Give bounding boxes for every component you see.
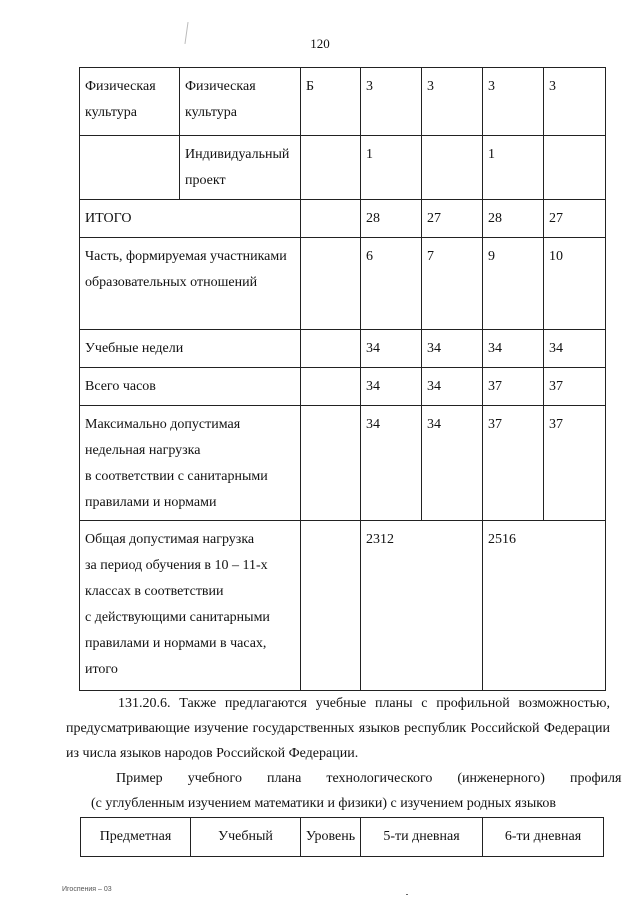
hours-cell: 37 bbox=[544, 368, 606, 406]
label-line: Общая допустимая нагрузка bbox=[85, 532, 255, 547]
hours-cell: 3 bbox=[422, 68, 483, 136]
second-curriculum-table bbox=[80, 817, 604, 857]
hours-cell: 6 bbox=[361, 238, 422, 330]
paragraph-line bbox=[66, 766, 622, 791]
level-cell bbox=[301, 521, 361, 691]
level-cell bbox=[301, 200, 361, 238]
word: учебного bbox=[187, 771, 242, 786]
level-cell bbox=[301, 238, 361, 330]
word: профиля bbox=[569, 771, 622, 786]
table-row bbox=[80, 368, 606, 406]
hours-cell: 34 bbox=[422, 406, 483, 521]
level-cell bbox=[301, 406, 361, 521]
hours-cell: 34 bbox=[544, 330, 606, 368]
hours-cell: 34 bbox=[361, 368, 422, 406]
area-cell: Физическая культура bbox=[80, 68, 180, 136]
row-label bbox=[80, 521, 301, 691]
subject-cell: Индивидуальный проект bbox=[180, 136, 301, 200]
level-cell bbox=[301, 368, 361, 406]
table-row bbox=[80, 68, 606, 136]
total-hours-cell: 2516 bbox=[483, 521, 606, 691]
hours-cell: 3 bbox=[483, 68, 544, 136]
table-row bbox=[80, 136, 606, 200]
hours-cell: 37 bbox=[483, 406, 544, 521]
hours-cell: 10 bbox=[544, 238, 606, 330]
table-header-row bbox=[81, 818, 604, 857]
row-label: Учебные недели bbox=[80, 330, 301, 368]
hours-cell: 28 bbox=[483, 200, 544, 238]
hours-cell bbox=[422, 136, 483, 200]
paragraph-line: (с углубленным изучением математики и физики) с изучением родных языков bbox=[91, 796, 556, 811]
area-cell bbox=[80, 136, 180, 200]
hours-cell bbox=[544, 136, 606, 200]
word: технологического bbox=[326, 771, 433, 786]
row-label bbox=[80, 406, 301, 521]
hours-cell: 9 bbox=[483, 238, 544, 330]
label-line: Максимально допустимая bbox=[85, 417, 241, 432]
label-line: итого bbox=[85, 662, 118, 677]
hours-cell: 7 bbox=[422, 238, 483, 330]
paragraph: 131.20.6. Также предлагаются учебные планы с профильной возможностью, предусматривающие изучение государственных языков республик Российской Федерации из числа языков народов Российской Федерации. bbox=[66, 696, 610, 761]
hours-cell: 37 bbox=[483, 368, 544, 406]
hours-cell: 1 bbox=[361, 136, 422, 200]
label-line: с действующими санитарными bbox=[85, 610, 270, 625]
word: Пример bbox=[116, 771, 163, 786]
level-cell bbox=[301, 330, 361, 368]
label-line: правилами и нормами bbox=[85, 495, 217, 510]
hours-cell: 34 bbox=[361, 406, 422, 521]
curriculum-table bbox=[79, 67, 606, 691]
hours-cell: 28 bbox=[361, 200, 422, 238]
label-line: классах в соответствии bbox=[85, 584, 224, 599]
hours-cell: 34 bbox=[483, 330, 544, 368]
scan-speck bbox=[406, 894, 408, 895]
column-header: Предметная bbox=[81, 818, 191, 857]
footer-note: Игоспения – 03 bbox=[62, 886, 112, 893]
hours-cell: 3 bbox=[544, 68, 606, 136]
label-line: в соответствии с санитарными bbox=[85, 469, 268, 484]
level-cell: Б bbox=[301, 68, 361, 136]
row-label: ИТОГО bbox=[80, 200, 301, 238]
table-row bbox=[80, 330, 606, 368]
row-label: Всего часов bbox=[80, 368, 301, 406]
table-row bbox=[80, 406, 606, 521]
hours-cell: 3 bbox=[361, 68, 422, 136]
label-line: правилами и нормами в часах, bbox=[85, 636, 267, 651]
total-hours-cell: 2312 bbox=[361, 521, 483, 691]
hours-cell: 34 bbox=[361, 330, 422, 368]
hours-cell: 34 bbox=[422, 368, 483, 406]
hours-cell: 1 bbox=[483, 136, 544, 200]
table-row bbox=[80, 200, 606, 238]
subject-cell: Физическая культура bbox=[180, 68, 301, 136]
word: (инженерного) bbox=[457, 771, 545, 786]
page-number: 120 bbox=[310, 36, 330, 51]
paragraph bbox=[66, 766, 622, 816]
level-cell bbox=[301, 136, 361, 200]
hours-cell: 27 bbox=[544, 200, 606, 238]
label-line: за период обучения в 10 – 11-х bbox=[85, 558, 268, 573]
column-header: 5-ти дневная bbox=[361, 818, 483, 857]
column-header: 6-ти дневная bbox=[483, 818, 604, 857]
column-header: Уровень bbox=[301, 818, 361, 857]
column-header: Учебный bbox=[191, 818, 301, 857]
word: плана bbox=[266, 771, 302, 786]
table-row bbox=[80, 238, 606, 330]
hours-cell: 37 bbox=[544, 406, 606, 521]
hours-cell: 27 bbox=[422, 200, 483, 238]
label-line: недельная нагрузка bbox=[85, 443, 201, 458]
hours-cell: 34 bbox=[422, 330, 483, 368]
row-label: Часть, формируемая участниками образовательных отношений bbox=[80, 238, 301, 330]
table-row bbox=[80, 521, 606, 691]
